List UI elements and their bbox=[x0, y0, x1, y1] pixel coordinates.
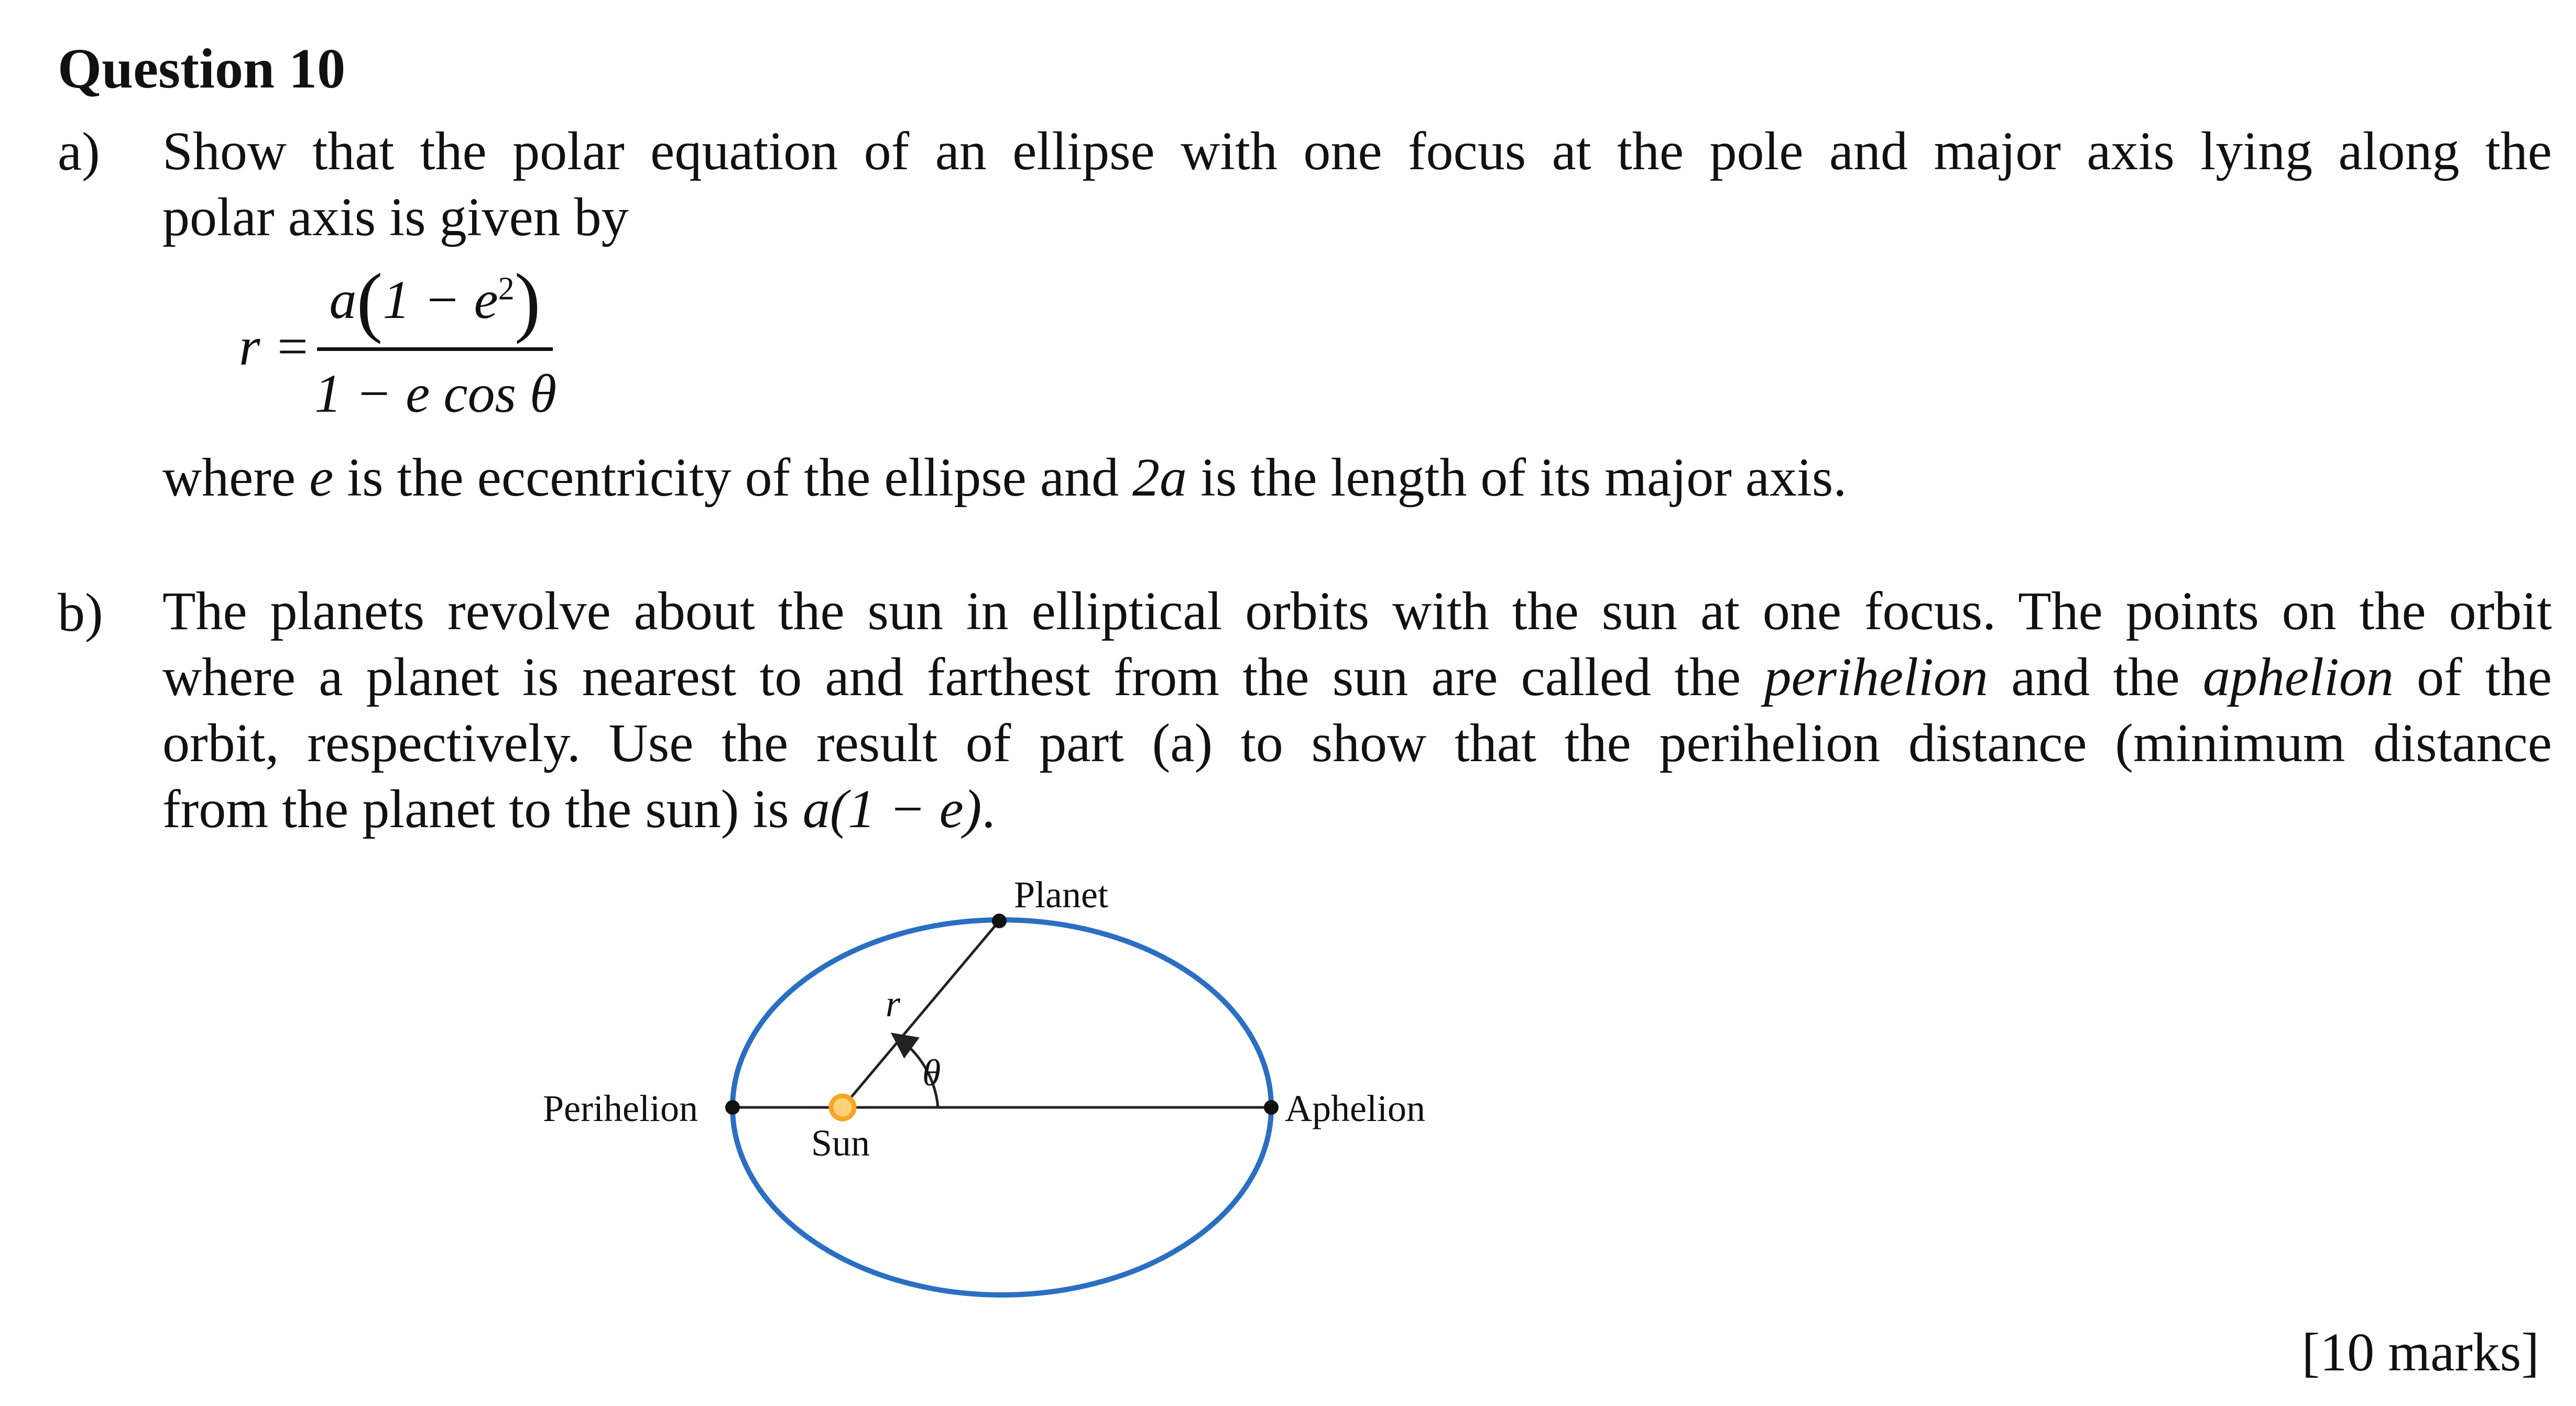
theta-label: θ bbox=[922, 1052, 941, 1094]
equation-lhs: r = bbox=[239, 316, 311, 377]
part-b-label: b) bbox=[58, 583, 103, 643]
marks-label: [10 marks] bbox=[2301, 1322, 2539, 1382]
perihelion-expression: a(1 − e) bbox=[802, 779, 982, 839]
perihelion-term: perihelion bbox=[1764, 647, 1988, 707]
part-b-line-3: orbit, respectively. Use the result of part (a) to show that the perihelion distance (minimum distance bbox=[162, 713, 2552, 773]
part-b-line-1: The planets revolve about the sun in elliptical orbits with the sun at one focus. The points on the orbit bbox=[162, 581, 2552, 641]
equation-numerator-a: a bbox=[329, 270, 357, 330]
part-a-line-2: polar axis is given by bbox=[162, 187, 629, 247]
planet-label: Planet bbox=[1014, 874, 1108, 916]
equation-denominator: 1 − e cos θ bbox=[314, 364, 557, 424]
radius-line bbox=[843, 921, 999, 1107]
r-label: r bbox=[886, 983, 901, 1025]
aphelion-term: aphelion bbox=[2202, 647, 2394, 707]
perihelion-label: Perihelion bbox=[543, 1088, 698, 1129]
part-a-label: a) bbox=[58, 122, 100, 182]
equation-numerator-exponent: 2 bbox=[498, 271, 515, 307]
part-a-line-1: Show that the polar equation of an ellipse with one focus at the pole and major axis lying along the bbox=[162, 121, 2552, 181]
sun-label: Sun bbox=[811, 1122, 870, 1164]
sun-icon bbox=[831, 1096, 854, 1119]
where-e: e bbox=[309, 447, 334, 508]
equation-numerator: $a(1 - e^2)$ bbox=[329, 258, 541, 345]
where-post: is the length of its major axis. bbox=[1200, 447, 1847, 508]
planet-point bbox=[992, 914, 1007, 928]
aphelion-point bbox=[1264, 1100, 1279, 1115]
question-title: Question 10 bbox=[58, 38, 346, 100]
part-b-line-4-pre: from the planet to the sun) is bbox=[162, 779, 789, 839]
part-b-line-4-post: . bbox=[981, 779, 996, 839]
perihelion-point bbox=[725, 1100, 740, 1115]
part-b-line-2-pre: where a planet is nearest to and farthest from the sun are called the bbox=[162, 647, 1741, 707]
part-b-line-2-post: of the bbox=[2417, 647, 2552, 707]
where-mid: is the eccentricity of the ellipse and bbox=[347, 447, 1119, 508]
equation-numerator-inner: 1 − e bbox=[383, 270, 498, 330]
part-b-line-2-mid: and the bbox=[2011, 647, 2180, 707]
where-pre: where bbox=[162, 447, 296, 508]
where-2a: 2a bbox=[1132, 447, 1187, 508]
aphelion-label: Aphelion bbox=[1285, 1088, 1425, 1129]
